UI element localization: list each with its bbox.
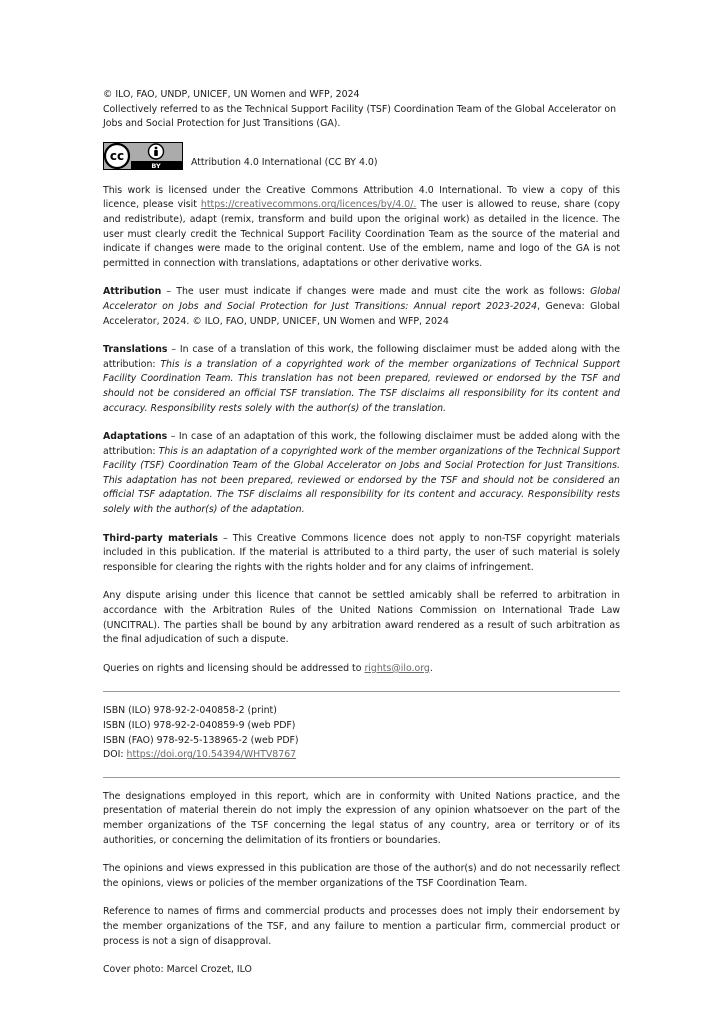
copyright-block [103, 88, 620, 132]
license-link[interactable]: https://creativecommons.org/licences/by/4.0/. [200, 199, 417, 211]
queries-paragraph [103, 662, 620, 677]
queries-text: Queries on rights and licensing should be addressed to [103, 662, 365, 674]
license-paragraph [103, 184, 620, 272]
license-text-before: This work is licensed under the Creative Commons Attribution 4.0 International. To view a copy of this licence, please visit [103, 184, 620, 211]
divider-bottom [103, 777, 620, 778]
collective-reference: Collectively referred to as the Technical Support Facility (TSF) Coordination Team of the Global Accelerator on Jobs and Social Protection for Just Transitions (GA). [103, 103, 617, 130]
third-party-text: – This Creative Commons licence does not apply to non-TSF copyright materials included in this publication. If the material is attributed to a third party, the user of such material is solely responsible for clearing the rights with the rights holder and for any claims of infringement. [103, 532, 621, 573]
license-text-after: The user is allowed to reuse, share (copy and redistribute), adapt (remix, transform and build upon the original work) as detailed in the licence. The user must clearly credit the Technical Support Facility Coordination Team as the source of the material and indicate if changes were made to the original content. Use of the emblem, name and logo of the GA is not permitted in connection with translations, adaptations or other derivative works. [103, 199, 620, 269]
third-party-heading: Third-party materials [103, 532, 218, 544]
third-party-paragraph [103, 532, 620, 576]
doi-line [103, 748, 620, 763]
adaptations-text: – In case of an adaptation of this work, the following disclaimer must be added along with the attribution: [103, 431, 620, 457]
license-label: Attribution 4.0 International (CC BY 4.0) [191, 156, 378, 168]
copyright-line: © ILO, FAO, UNDP, UNICEF, UN Women and WFP, 2024 [103, 89, 360, 100]
isbn-web-fao: ISBN (FAO) 978-92-5-138965-2 (web PDF) [103, 734, 299, 746]
doi-link[interactable]: https://doi.org/10.54394/WHTV8767 [126, 749, 297, 761]
license-badge-row [103, 141, 620, 170]
opinions-paragraph: The opinions and views expressed in this publication are those of the author(s) and do not necessarily reflect the opinions, views or policies of the member organizations of the TSF Coordination Team. [103, 863, 620, 889]
cc-by-badge [103, 142, 183, 170]
divider-top [103, 691, 620, 692]
translations-heading: Translations [103, 344, 168, 356]
attribution-citation-title: Global Accelerator on Jobs and Social Protection for Just Transitions: Annual report 2023-2024 [103, 286, 620, 312]
attribution-paragraph [103, 285, 620, 329]
adaptations-paragraph [103, 430, 620, 518]
isbn-block [103, 704, 620, 762]
queries-end: . [429, 662, 433, 674]
translations-disclaimer: This is a translation of a copyrighted work of the member organizations of Technical Support Facility Coordination Team. This translation has not been prepared, reviewed or endorsed by the TSF and should not be considered an official TSF translation. The TSF disclaims all responsibility for its content and accuracy. Responsibility rests solely with the author(s) of the translation. [103, 358, 620, 414]
isbn-print: ISBN (ILO) 978-92-2-040858-2 (print) [103, 705, 277, 717]
by-text: BY [151, 161, 161, 170]
designations-paragraph: The designations employed in this report, which are in conformity with United Nations practice, and the presentation of material therein do not imply the expression of any opinion whatsoever on the part of the member organizations of the TSF concerning the legal status of any country, area or territory or of its authorities, or concerning the delimitation of its frontiers or boundaries. [103, 790, 620, 846]
adaptations-disclaimer: This is an adaptation of a copyrighted work of the member organizations of the Technical Support Facility (TSF) Coordination Team of the Global Accelerator on Jobs and Social Protection for Just Transitions. This adaptation has not been prepared, reviewed or endorsed by the TSF and should not be considered an official TSF adaptation. The TSF disclaims all responsibility for its content and accuracy. Responsibility rests solely with the author(s) of the adaptation. [103, 445, 620, 516]
attribution-citation-rest: , Geneva: Global Accelerator, 2024. © ILO, FAO, UNDP, UNICEF, UN Women and WFP, 2024 [103, 300, 620, 327]
doi-label: DOI: [103, 749, 127, 761]
attribution-heading: Attribution [103, 286, 162, 298]
adaptations-heading: Adaptations [103, 431, 168, 443]
copyright-page [103, 88, 620, 978]
translations-paragraph [103, 343, 620, 416]
rights-email-link[interactable]: rights@ilo.org [364, 662, 430, 674]
firms-paragraph: Reference to names of firms and commercial products and processes does not imply their endorsement by the member organizations of the TSF, and any failure to mention a particular firm, commercial product or process is not a sign of disapproval. [103, 906, 620, 947]
cc-by-icon [103, 142, 183, 170]
isbn-web-ilo: ISBN (ILO) 978-92-2-040859-9 (web PDF) [103, 720, 296, 731]
attribution-text: – The user must indicate if changes were made and must cite the work as follows: [161, 286, 591, 298]
translations-text: – In case of a translation of this work, the following disclaimer must be added along with the attribution: [103, 344, 620, 370]
cc-text: cc [109, 148, 125, 163]
cover-photo-credit: Cover photo: Marcel Crozet, ILO [103, 964, 252, 976]
dispute-paragraph: Any dispute arising under this licence that cannot be settled amicably shall be referred to arbitration in accordance with the Arbitration Rules of the United Nations Commission on International Trade Law (UNCITRAL). The parties shall be bound by any arbitration award rendered as a result of such arbitration as the final adjudication of such a dispute. [103, 590, 620, 646]
